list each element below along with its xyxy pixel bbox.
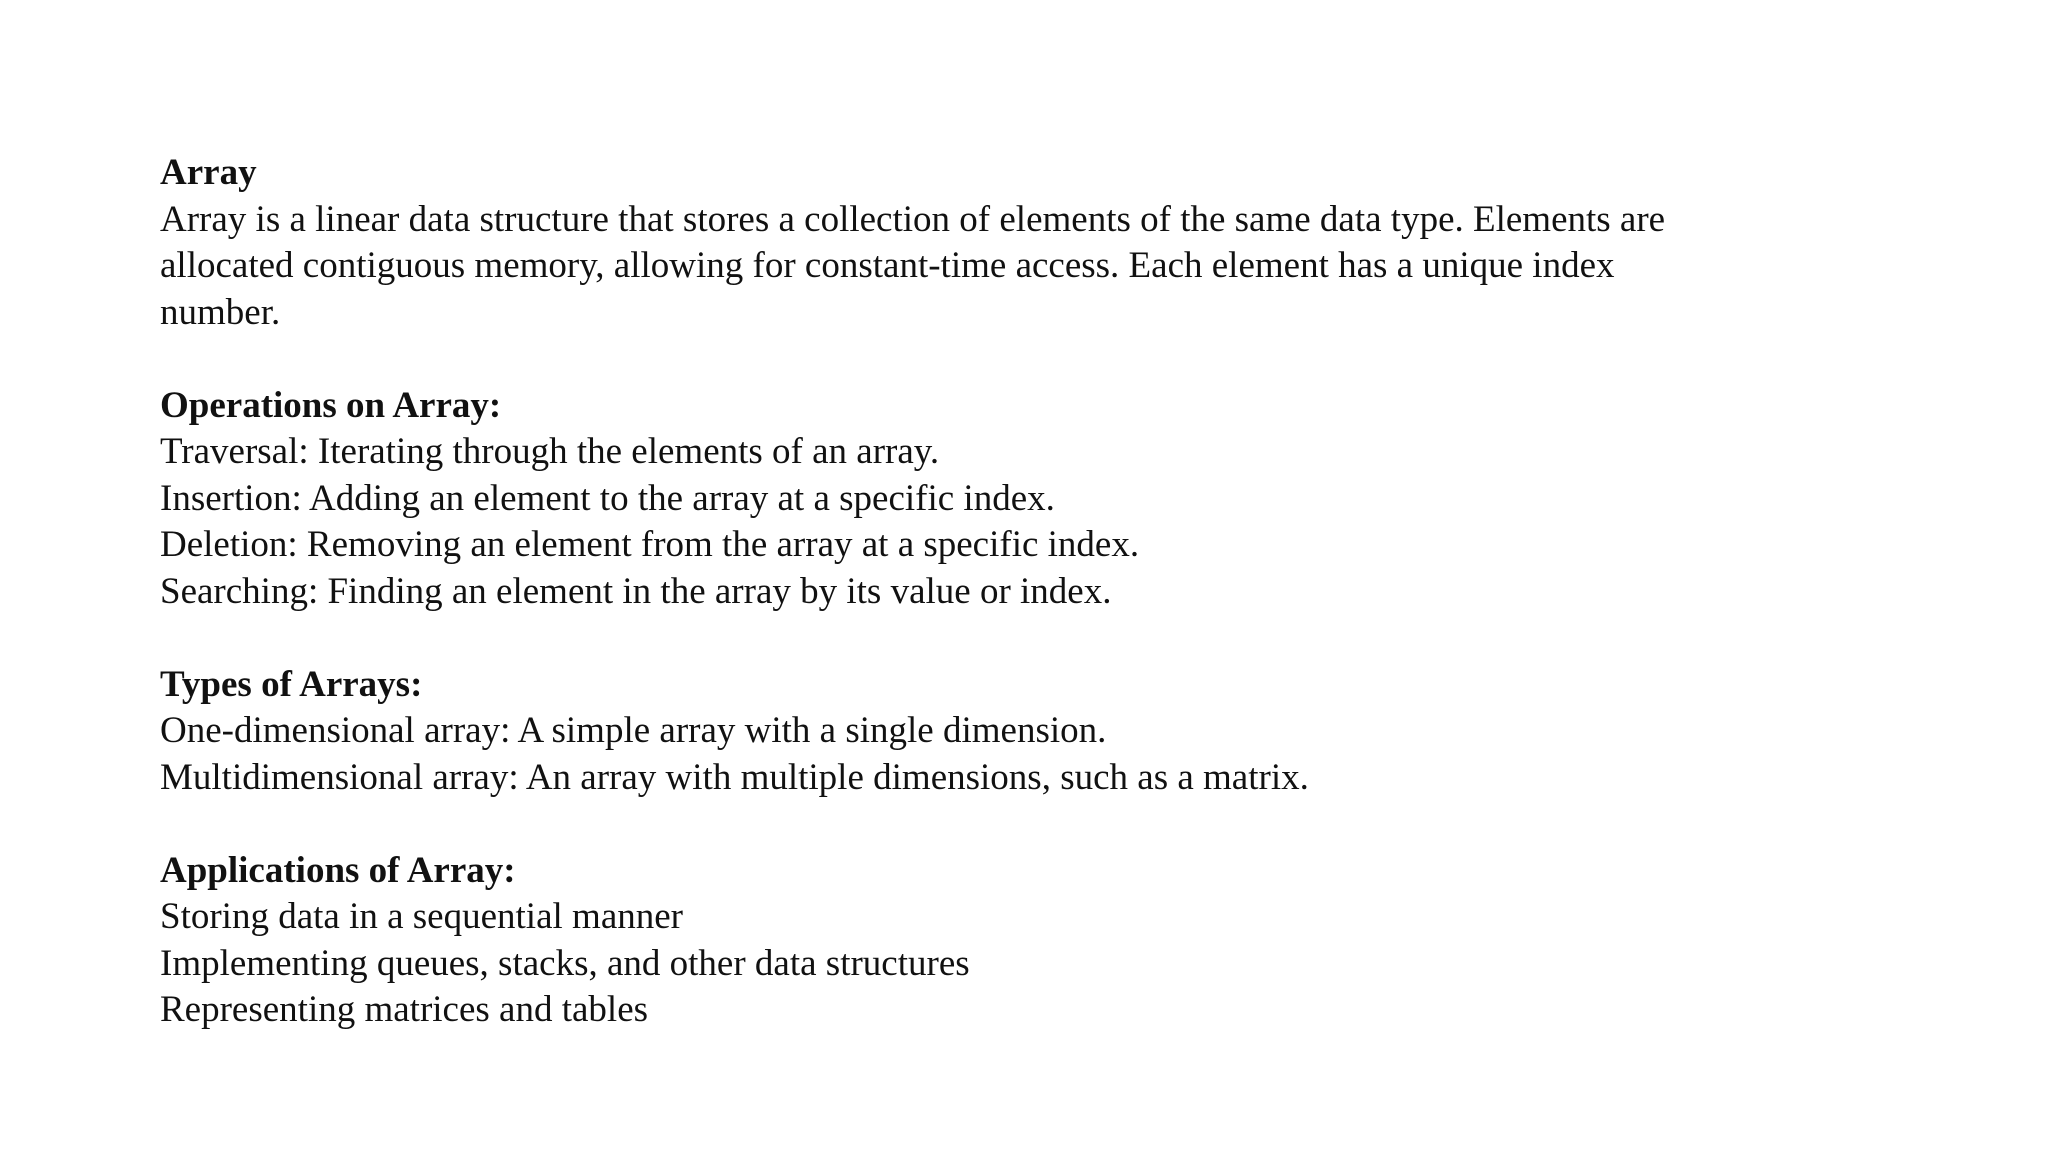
application-item-sequential: Storing data in a sequential manner: [160, 896, 683, 937]
array-description-line-3: number.: [160, 291, 281, 333]
operation-item-searching: Searching: Finding an element in the array by its value or index.: [160, 570, 1112, 612]
type-item-multidimensional: Multidimensional array: An array with multiple dimensions, such as a matrix.: [160, 756, 1309, 798]
operation-item-traversal: Traversal: Iterating through the elements of an array.: [160, 431, 940, 472]
array-title: Array: [160, 152, 257, 193]
operations-heading: Operations on Array:: [160, 384, 502, 426]
application-item-data-structures: Implementing queues, stacks, and other data structures: [160, 942, 970, 984]
section-spacer: [160, 801, 1920, 848]
types-heading: Types of Arrays:: [160, 663, 423, 705]
applications-heading: Applications of Array:: [160, 849, 516, 891]
operation-item-deletion: Deletion: Removing an element from the array at a specific index.: [160, 524, 1140, 565]
type-item-one-dimensional: One-dimensional array: A simple array with a single dimension.: [160, 710, 1107, 751]
array-description-line-1: Array is a linear data structure that stores a collection of elements of the same data type. Elements are: [160, 198, 1666, 240]
slide-content: [160, 150, 1920, 1034]
section-spacer: [160, 336, 1920, 383]
operation-item-insertion: Insertion: Adding an element to the array at a specific index.: [160, 477, 1055, 519]
array-description-line-2: allocated contiguous memory, allowing for constant-time access. Each element has a unique index: [160, 245, 1615, 286]
section-spacer: [160, 615, 1920, 662]
application-item-matrices: Representing matrices and tables: [160, 989, 649, 1030]
